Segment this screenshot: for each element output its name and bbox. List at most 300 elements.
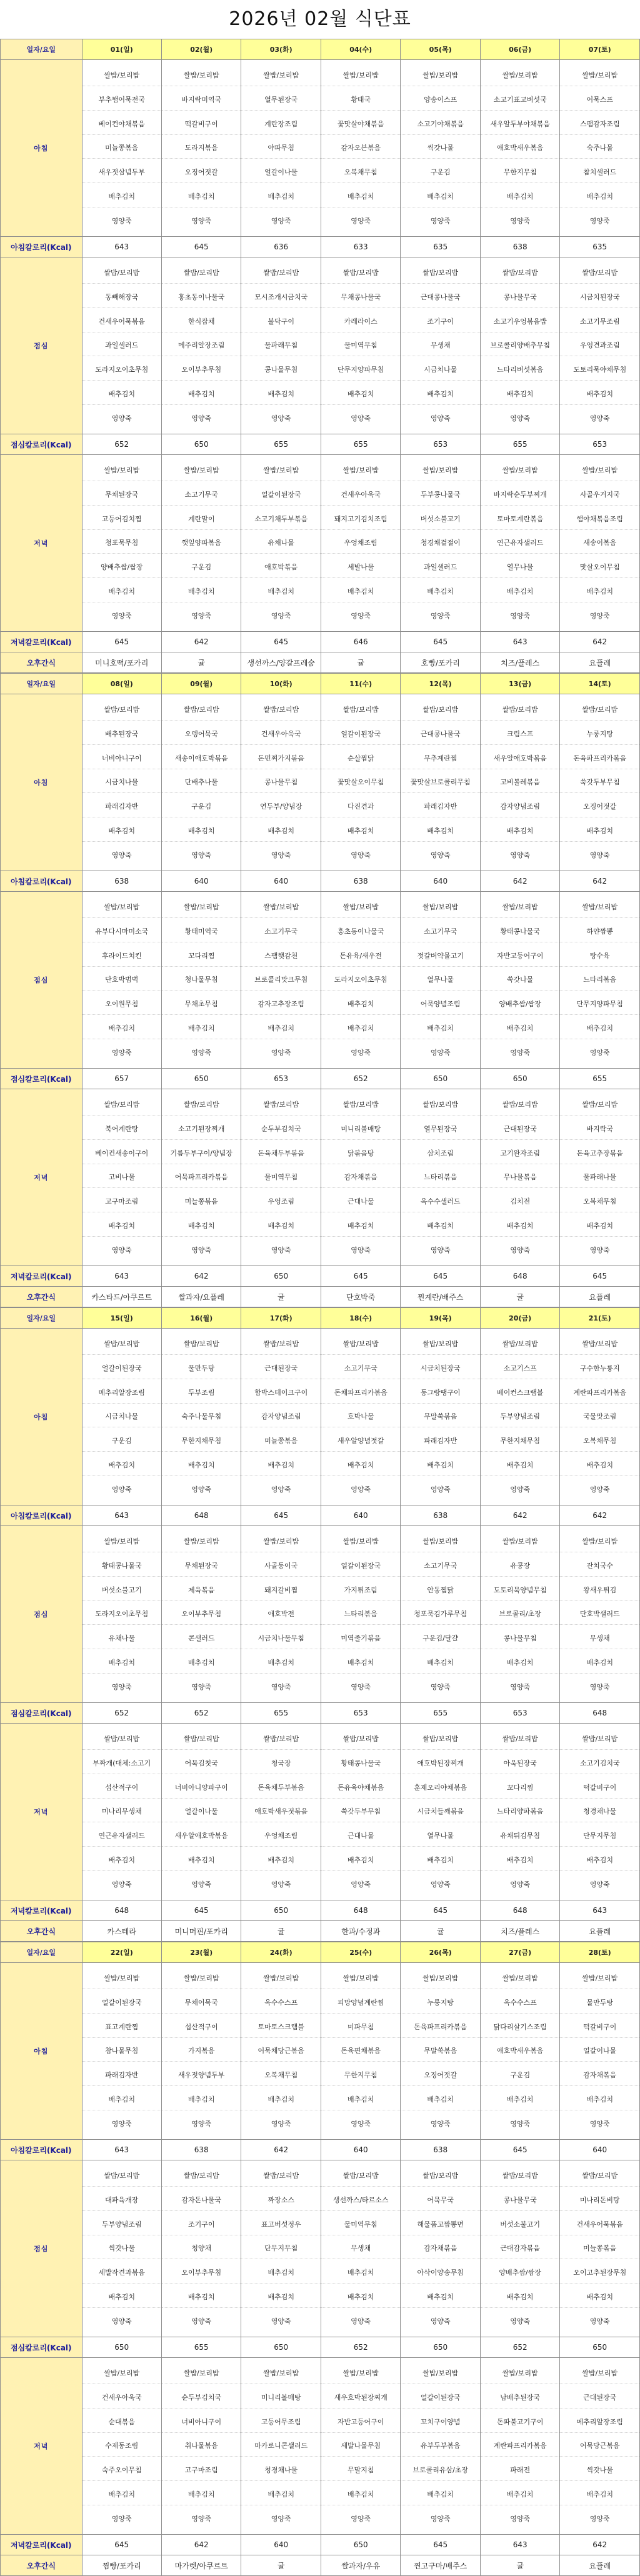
menu-item: 배추김치 [321, 2089, 400, 2110]
menu-item: 소고기무조림 [560, 311, 639, 332]
menu-item: 쌀밥/보리밥 [560, 1094, 639, 1116]
menu-item: 얼갈이된장국 [82, 1358, 161, 1379]
breakfast-kcal-cell: 638 [401, 1505, 480, 1526]
menu-item: 건새우어묵볶음 [82, 311, 161, 332]
menu-item-list [401, 261, 479, 430]
menu-item: 쌀밥/보리밥 [401, 1729, 479, 1750]
menu-item: 배추김치 [401, 1652, 479, 1674]
lunch-kcal-row [1, 1069, 640, 1089]
snack-cell: 찐계란/배주스 [401, 1287, 480, 1307]
menu-item: 느타리양파볶음 [481, 1801, 559, 1822]
menu-item: 쌀밥/보리밥 [241, 1334, 320, 1355]
menu-item: 미나리무생채 [82, 1801, 161, 1822]
menu-item: 참치샐러드 [560, 162, 639, 183]
menu-item: 미늘쫑볶음 [241, 1430, 320, 1452]
lunch-cell [82, 2160, 161, 2337]
breakfast-kcal-cell: 640 [321, 2140, 400, 2160]
lunch-cell [82, 892, 161, 1069]
menu-item: 쌀밥/보리밥 [481, 262, 559, 284]
dinner-label: 저녁 [1, 1724, 82, 1900]
menu-item: 고기완자조림 [481, 1143, 559, 1164]
dinner-kcal-cell: 643 [480, 2535, 559, 2555]
menu-item: 무채초무침 [162, 994, 241, 1015]
menu-item: 배추김치 [401, 384, 479, 405]
dinner-kcal-cell: 648 [321, 1900, 400, 1921]
menu-item: 쌀밥/보리밥 [82, 262, 161, 284]
menu-item: 쌀밥/보리밥 [560, 699, 639, 721]
menu-item: 조기구이 [401, 311, 479, 332]
menu-item: 쌀밥/보리밥 [241, 897, 320, 918]
menu-item: 쌀밥/보리밥 [241, 699, 320, 721]
menu-item: 왕새우튀김 [560, 1580, 639, 1601]
breakfast-cell [480, 1329, 559, 1505]
menu-item: 영양죽 [589, 2317, 610, 2325]
menu-item: 영양죽 [191, 1682, 212, 1691]
menu-item: 느타리버섯볶음 [481, 359, 559, 381]
menu-item: 브로콜리맛크무침 [241, 969, 320, 991]
breakfast-cell [161, 60, 241, 237]
menu-item: 배추김치 [481, 581, 559, 602]
menu-item-list [481, 2362, 559, 2530]
menu-item: 배추김치 [560, 186, 639, 207]
menu-item: 깻잎양파볶음 [162, 532, 241, 554]
menu-item: 영양죽 [111, 1048, 132, 1057]
menu-item: 배추김치 [401, 2484, 479, 2505]
menu-item: 배추김치 [560, 2484, 639, 2505]
menu-item: 야파무침 [241, 137, 320, 159]
menu-item: 배추김치 [82, 1018, 161, 1039]
menu-item: 쑥갓나물 [481, 969, 559, 991]
menu-item-list [401, 1727, 479, 1896]
breakfast-kcal-cell: 638 [401, 2140, 480, 2160]
menu-item-list [401, 896, 479, 1064]
menu-item: 쌀밥/보리밥 [321, 1968, 400, 1989]
lunch-label: 점심 [1, 1526, 82, 1703]
menu-item: 영양죽 [430, 216, 451, 225]
menu-item: 함박스테이크구이 [241, 1382, 320, 1404]
dinner-cell [321, 1724, 400, 1900]
menu-item: 쌀밥/보리밥 [560, 1531, 639, 1552]
lunch-kcal-cell: 650 [401, 2337, 480, 2358]
snack-cell: 단호박죽 [321, 1287, 400, 1307]
menu-item-list [82, 1727, 161, 1896]
breakfast-cell [161, 694, 241, 871]
menu-item: 쌀밥/보리밥 [481, 1968, 559, 1989]
menu-item: 영양죽 [111, 414, 132, 422]
menu-item: 배추김치 [481, 2484, 559, 2505]
menu-item: 물만두탕 [560, 1992, 639, 2014]
menu-item: 순살찜닭 [321, 748, 400, 769]
date-header-cell: 16(월) [161, 1308, 241, 1329]
dinner-cell [241, 1724, 321, 1900]
breakfast-kcal-cell: 642 [480, 871, 559, 892]
menu-item: 유채나물 [241, 532, 320, 554]
lunch-kcal-label: 점심칼로리(Kcal) [1, 1069, 82, 1089]
menu-item: 물파래나물 [560, 1167, 639, 1188]
menu-item: 영양죽 [271, 414, 291, 422]
menu-item: 바지락국 [560, 1119, 639, 1140]
menu-item: 감자양념조림 [481, 796, 559, 817]
menu-item: 영양죽 [430, 414, 451, 422]
menu-item: 쌀밥/보리밥 [481, 460, 559, 481]
dinner-row [1, 455, 640, 632]
menu-item: 영양죽 [191, 1485, 212, 1494]
menu-item: 배추김치 [162, 2484, 241, 2505]
menu-item: 구운김 [401, 162, 479, 183]
menu-item: 영양죽 [111, 1682, 132, 1691]
menu-item: 열무나물 [481, 557, 559, 578]
menu-item: 옥수수스프 [481, 1992, 559, 2014]
menu-item: 콩나물무국 [481, 287, 559, 308]
menu-item-list [82, 64, 161, 232]
menu-item-list [162, 2164, 241, 2333]
menu-item: 얼갈이나물 [241, 162, 320, 183]
snack-cell: 귤 [241, 1921, 321, 1942]
menu-item: 다진견과 [321, 796, 400, 817]
menu-item: 메추리알장조림 [560, 2412, 639, 2433]
menu-item: 양배추쌈/쌈장 [481, 2262, 559, 2284]
menu-item: 안동찜닭 [401, 1580, 479, 1601]
menu-item: 고등어김치찜 [82, 509, 161, 530]
menu-item: 파래전 [481, 2460, 559, 2481]
menu-item: 소고기무국 [321, 1358, 400, 1379]
menu-item-list [321, 261, 400, 430]
lunch-cell [401, 2160, 480, 2337]
menu-item-list [321, 1967, 400, 2135]
menu-item: 영양죽 [351, 2317, 371, 2325]
menu-item: 배추김치 [560, 821, 639, 842]
lunch-kcal-cell: 650 [560, 2337, 640, 2358]
lunch-kcal-cell: 652 [82, 1703, 161, 1724]
snack-cell: 생선까스/양갈프레숨 [241, 652, 321, 673]
menu-item: 물파래무침 [241, 335, 320, 356]
breakfast-kcal-cell: 642 [241, 2140, 321, 2160]
menu-item: 고구마조림 [82, 1191, 161, 1212]
menu-item-list [162, 1967, 241, 2135]
snack-cell: 귤 [241, 1287, 321, 1307]
menu-item: 소고기야채볶음 [401, 114, 479, 135]
menu-item: 배추김치 [481, 2089, 559, 2110]
menu-item: 영양죽 [510, 851, 531, 859]
menu-item: 숙주나물 [560, 137, 639, 159]
date-header-cell: 13(금) [480, 674, 559, 694]
menu-item: 돼지고기김치조림 [321, 509, 400, 530]
breakfast-cell [401, 1329, 480, 1505]
dinner-row [1, 1089, 640, 1266]
breakfast-cell [401, 1963, 480, 2140]
breakfast-kcal-row [1, 871, 640, 892]
menu-item: 배추김치 [162, 2089, 241, 2110]
menu-item: 세발나물무침 [321, 2435, 400, 2457]
menu-item: 청포묵무침 [82, 532, 161, 554]
menu-item: 배추김치 [82, 821, 161, 842]
menu-item: 오이고추된장무침 [560, 2262, 639, 2284]
menu-item: 도라지볶음 [162, 137, 241, 159]
menu-item-list [162, 698, 241, 867]
menu-item-list [241, 1093, 320, 1262]
menu-item: 오뎅어묵국 [162, 724, 241, 745]
menu-item: 어묵파프리카볶음 [162, 1167, 241, 1188]
menu-item: 쌀밥/보리밥 [401, 65, 479, 86]
menu-item-list [82, 896, 161, 1064]
menu-item: 영양죽 [111, 1485, 132, 1494]
menu-item: 가지볶음 [162, 2040, 241, 2062]
menu-item: 사골우거지국 [560, 484, 639, 506]
snack-cell: 찜빵/포카리 [82, 2555, 161, 2576]
dinner-row [1, 2358, 640, 2535]
menu-item: 미파무침 [321, 2017, 400, 2038]
menu-item: 도토리묵야채무침 [560, 359, 639, 381]
date-header-cell: 20(금) [480, 1308, 559, 1329]
breakfast-kcal-cell: 638 [161, 2140, 241, 2160]
menu-item: 베이컨야채볶음 [82, 114, 161, 135]
menu-item: 청경채나물 [241, 2460, 320, 2481]
date-header-cell: 27(금) [480, 1942, 559, 1963]
menu-item: 미역줄기볶음 [321, 1628, 400, 1649]
menu-item: 숙주나물무침 [162, 1406, 241, 1427]
lunch-kcal-cell: 652 [161, 1703, 241, 1724]
menu-item: 건새우아욱국 [82, 2387, 161, 2409]
menu-item: 씩갓나물 [82, 2238, 161, 2259]
breakfast-cell [241, 694, 321, 871]
date-header-cell: 23(월) [161, 1942, 241, 1963]
menu-item: 영양죽 [430, 1485, 451, 1494]
breakfast-kcal-row [1, 237, 640, 257]
lunch-kcal-cell: 650 [401, 1069, 480, 1089]
date-header-cell: 02(월) [161, 39, 241, 60]
menu-item: 계란장조림 [241, 114, 320, 135]
menu-item: 무채어묵국 [162, 1992, 241, 2014]
menu-item: 영양죽 [510, 1048, 531, 1057]
menu-item: 오복채무침 [321, 162, 400, 183]
dinner-row [1, 1724, 640, 1900]
lunch-kcal-cell: 650 [161, 434, 241, 455]
menu-item: 쌀밥/보리밥 [321, 1729, 400, 1750]
menu-item: 배추김치 [321, 384, 400, 405]
menu-item: 꽃맛살오이무침 [321, 772, 400, 793]
menu-item: 쌀밥/보리밥 [481, 1531, 559, 1552]
snack-cell: 찐고구마/배주스 [401, 2555, 480, 2576]
menu-item: 새우호박된장찌개 [321, 2387, 400, 2409]
menu-item: 동그랑땡구이 [401, 1382, 479, 1404]
dinner-cell [241, 455, 321, 632]
menu-item: 배추김치 [82, 2484, 161, 2505]
menu-item-list [82, 459, 161, 627]
breakfast-cell [480, 694, 559, 871]
menu-item: 영양죽 [351, 1485, 371, 1494]
menu-item: 배추김치 [162, 821, 241, 842]
menu-item-list [162, 2362, 241, 2530]
menu-item: 쌀밥/보리밥 [321, 897, 400, 918]
lunch-cell [321, 257, 400, 434]
menu-item: 쌀밥/보리밥 [560, 460, 639, 481]
dinner-kcal-cell: 650 [321, 2535, 400, 2555]
menu-item: 소고기채두부볶음 [241, 509, 320, 530]
menu-item: 영양죽 [430, 1246, 451, 1254]
menu-item: 배추김치 [162, 384, 241, 405]
lunch-kcal-cell: 648 [560, 1703, 640, 1724]
menu-item-list [560, 1530, 639, 1699]
snack-cell: 귤 [401, 1921, 480, 1942]
menu-item: 스팸감자조림 [560, 114, 639, 135]
menu-item: 배추김치 [82, 581, 161, 602]
menu-item: 단호박샐러드 [560, 1604, 639, 1625]
menu-item: 영양죽 [111, 2514, 132, 2523]
dinner-cell [82, 1089, 161, 1266]
menu-item: 영양죽 [111, 1246, 132, 1254]
breakfast-cell [401, 694, 480, 871]
menu-item: 메추리알장조림 [82, 1382, 161, 1404]
menu-item: 홍초동이나물국 [162, 287, 241, 308]
menu-item: 마카로니콘샐러드 [241, 2435, 320, 2457]
dinner-cell [82, 2358, 161, 2535]
menu-item: 건새우어묵볶음 [560, 2214, 639, 2235]
menu-item: 영양죽 [191, 216, 212, 225]
snack-cell: 요플레 [560, 652, 640, 673]
menu-item-list [481, 459, 559, 627]
date-header-cell: 25(수) [321, 1942, 400, 1963]
menu-item: 어묵무국 [401, 2190, 479, 2211]
menu-item-list [82, 1332, 161, 1501]
dinner-kcal-cell: 645 [401, 2535, 480, 2555]
menu-item: 메주리알장조림 [162, 335, 241, 356]
breakfast-kcal-cell: 640 [161, 871, 241, 892]
menu-item-list [401, 1093, 479, 1262]
menu-item: 브로콜리양배추무침 [481, 335, 559, 356]
menu-item: 떡갈비구이 [162, 114, 241, 135]
date-header-cell: 05(목) [401, 39, 480, 60]
menu-item: 물미역무침 [321, 2214, 400, 2235]
dinner-kcal-cell: 643 [82, 1266, 161, 1287]
snack-cell: 요플레 [560, 1921, 640, 1942]
breakfast-label: 아침 [1, 1329, 82, 1505]
breakfast-cell [560, 60, 640, 237]
breakfast-kcal-label: 아침칼로리(Kcal) [1, 2140, 82, 2160]
breakfast-kcal-cell: 633 [321, 237, 400, 257]
lunch-row [1, 2160, 640, 2337]
lunch-kcal-label: 점심칼로리(Kcal) [1, 2337, 82, 2358]
menu-item: 영양죽 [111, 216, 132, 225]
menu-item: 영양죽 [510, 1246, 531, 1254]
menu-item: 영양죽 [589, 414, 610, 422]
menu-item: 영양죽 [271, 611, 291, 620]
menu-item-list [560, 1093, 639, 1262]
menu-item: 쌀밥/보리밥 [481, 65, 559, 86]
menu-item: 쌀밥/보리밥 [162, 1729, 241, 1750]
menu-item: 배추김치 [560, 1652, 639, 1674]
date-header-cell: 04(수) [321, 39, 400, 60]
menu-item: 근대된장국 [241, 1358, 320, 1379]
menu-item-list [82, 1530, 161, 1699]
lunch-kcal-cell: 650 [480, 1069, 559, 1089]
menu-item: 영양죽 [271, 2514, 291, 2523]
menu-item: 미늘쫑볶음 [560, 2238, 639, 2259]
lunch-row [1, 892, 640, 1069]
menu-item: 돈육편채볶음 [321, 2040, 400, 2062]
date-header-cell: 17(화) [241, 1308, 321, 1329]
snack-cell: 미니호떡/포카리 [82, 652, 161, 673]
menu-item-list [321, 1727, 400, 1896]
breakfast-kcal-cell: 645 [480, 2140, 559, 2160]
menu-item: 영양죽 [111, 1880, 132, 1889]
breakfast-label: 아침 [1, 1963, 82, 2140]
menu-item: 쌀밥/보리밥 [560, 2165, 639, 2187]
menu-item: 젓갈버약물고기 [401, 946, 479, 967]
breakfast-kcal-cell: 643 [82, 237, 161, 257]
date-header-cell: 01(일) [82, 39, 161, 60]
menu-item: 얼갈이된장국 [321, 1555, 400, 1577]
menu-item: 너비아니양파구이 [162, 1777, 241, 1799]
breakfast-cell [321, 60, 400, 237]
menu-item: 배추김치 [82, 384, 161, 405]
menu-item: 쌀밥/보리밥 [560, 1968, 639, 1989]
menu-item: 새우알애호박볶음 [162, 1825, 241, 1847]
snack-cell: 한과/수정과 [321, 1921, 400, 1942]
date-header-row [1, 39, 640, 60]
menu-item: 쌀밥/보리밥 [481, 699, 559, 721]
menu-item: 열무나물 [401, 969, 479, 991]
dinner-cell [321, 455, 400, 632]
menu-item: 대파육개장 [82, 2190, 161, 2211]
breakfast-kcal-cell: 642 [480, 1505, 559, 1526]
breakfast-row [1, 1329, 640, 1505]
dinner-kcal-label: 저녁칼로리(Kcal) [1, 2535, 82, 2555]
dinner-label: 저녁 [1, 455, 82, 632]
menu-item: 느타리볶음 [401, 1167, 479, 1188]
menu-item: 얼갈이된장국 [321, 724, 400, 745]
menu-item: 무채된장국 [162, 1555, 241, 1577]
snack-row [1, 652, 640, 673]
menu-item: 두부조림 [162, 1382, 241, 1404]
menu-item: 구수한누룽지 [560, 1358, 639, 1379]
menu-item: 배추김치 [481, 2287, 559, 2308]
breakfast-cell [401, 60, 480, 237]
lunch-kcal-cell: 655 [241, 434, 321, 455]
menu-item: 쑥갓두부무침 [560, 772, 639, 793]
date-header-cell: 15(일) [82, 1308, 161, 1329]
dinner-cell [401, 2358, 480, 2535]
lunch-cell [241, 892, 321, 1069]
menu-item: 옥수수샐러드 [401, 1191, 479, 1212]
menu-item: 쌀밥/보리밥 [241, 2165, 320, 2187]
menu-item-list [401, 1967, 479, 2135]
menu-item: 영양죽 [430, 851, 451, 859]
menu-item: 애호박새우젓볶음 [241, 1801, 320, 1822]
lunch-label: 점심 [1, 257, 82, 434]
menu-item: 황태콩나물국 [321, 1753, 400, 1774]
menu-item: 애호박볶음 [241, 557, 320, 578]
dinner-kcal-cell: 645 [321, 1266, 400, 1287]
menu-item: 배추김치 [401, 581, 479, 602]
menu-item: 새송이볶음 [560, 532, 639, 554]
menu-item: 영양죽 [510, 2317, 531, 2325]
lunch-cell [560, 892, 640, 1069]
menu-item: 햄야채볶음조림 [560, 509, 639, 530]
menu-item: 쌀밥/보리밥 [560, 262, 639, 284]
menu-item: 감자채볶음 [401, 2238, 479, 2259]
menu-item: 황태콩나물국 [82, 1555, 161, 1577]
menu-item: 콘샐러드 [162, 1628, 241, 1649]
menu-item: 배추김치 [82, 1850, 161, 1871]
menu-item: 배추김치 [401, 821, 479, 842]
dinner-kcal-cell: 645 [82, 2535, 161, 2555]
menu-item: 배추김치 [162, 581, 241, 602]
date-header-cell: 07(토) [560, 39, 640, 60]
menu-item: 영양죽 [430, 611, 451, 620]
menu-item: 영양죽 [191, 1048, 212, 1057]
menu-item: 바지락순두부찌개 [481, 484, 559, 506]
date-header-label: 일자/요일 [1, 674, 82, 694]
